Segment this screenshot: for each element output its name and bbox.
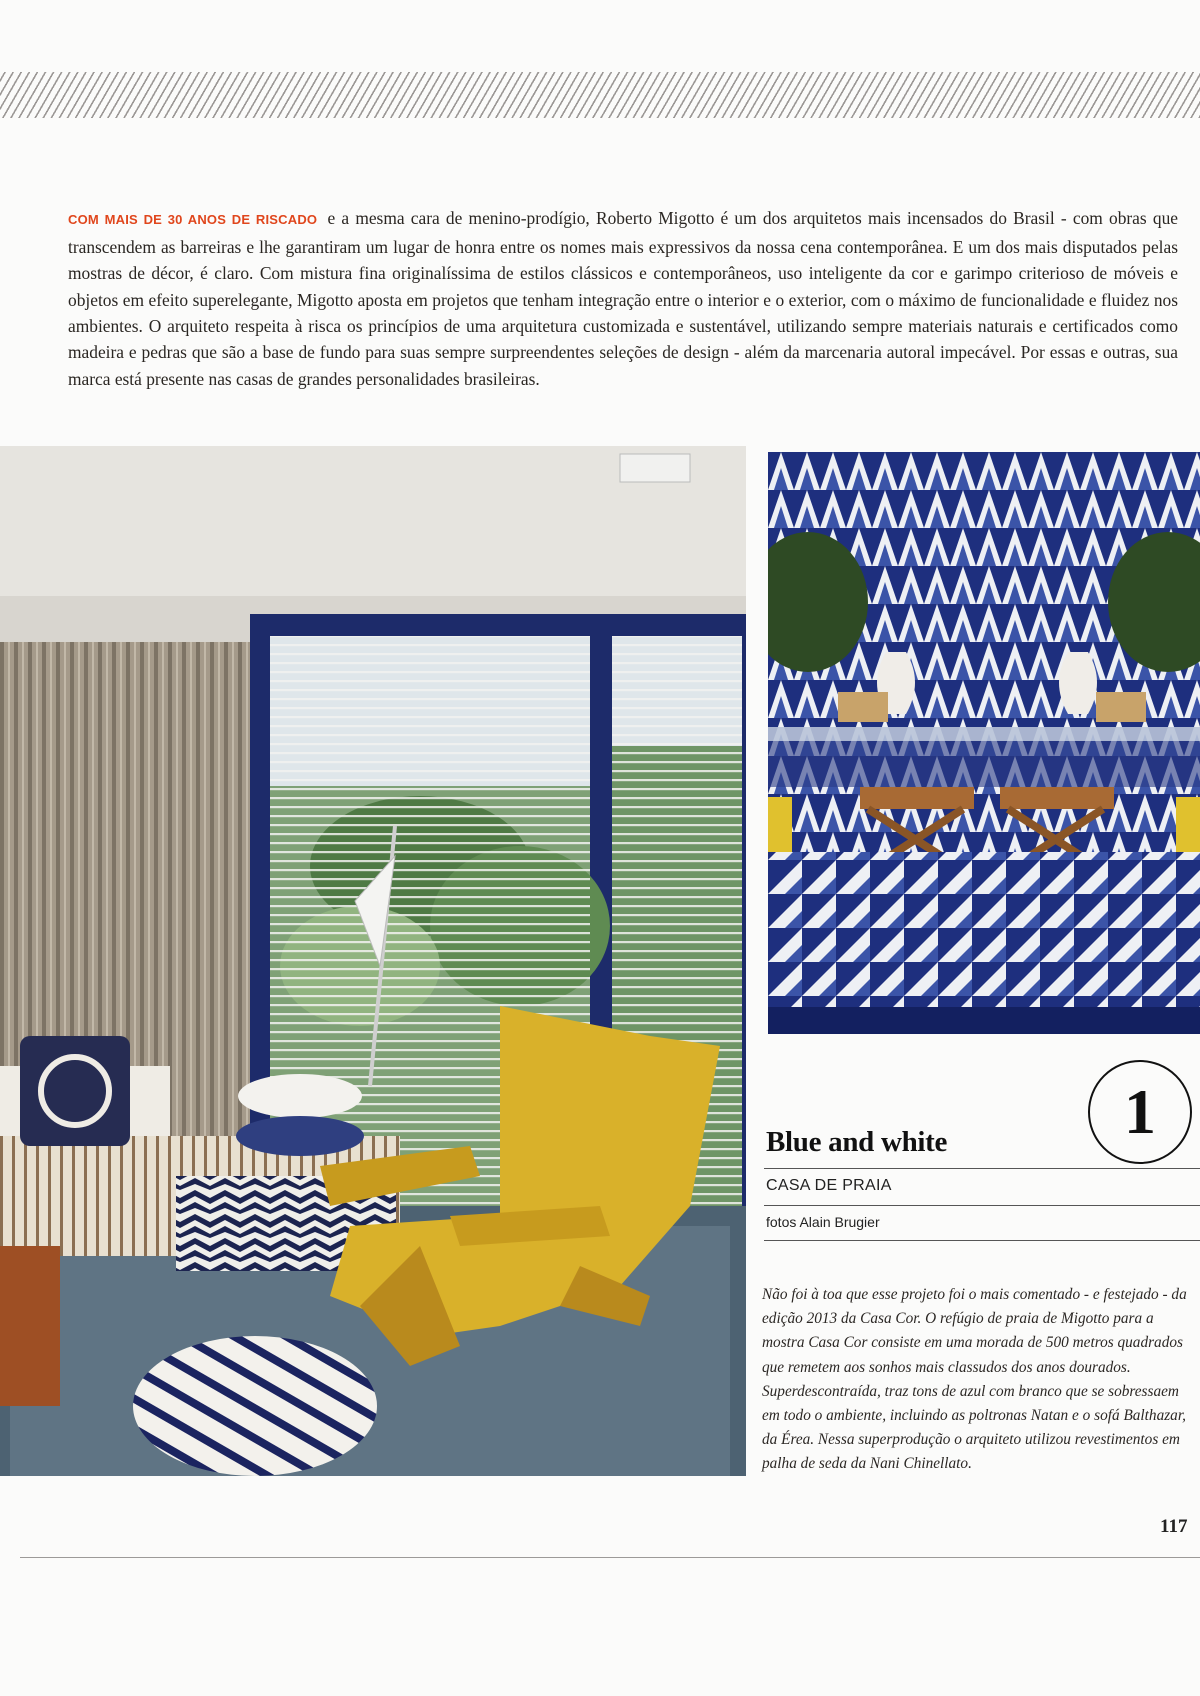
feature-subtitle: CASA DE PRAIA	[766, 1177, 892, 1194]
intro-lead-in: COM MAIS DE 30 ANOS DE RISCADO	[68, 212, 318, 228]
feature-caption: Não foi à toa que esse projeto foi o mais comentado - e festejado - da edição 2013 da Casa Cor. O refúgio de praia de Migotto para a mostra Casa Cor consiste em uma morada de 500 metros quadrados que remetem aos sonhos mais classudos dos anos dourados. Superdescontraída, traz tons de azul com branco que se sobressaem em todo o ambiente, incluindo as poltronas Natan e o sofá Balthazar, da Érea. Nessa superprodução o arquiteto utilizou revestimentos em palha de seda da Nani Chinellato.	[762, 1286, 1187, 1472]
footer-rule	[20, 1557, 1200, 1558]
subtitle-divider	[764, 1205, 1200, 1206]
credit-divider	[764, 1240, 1200, 1241]
hatched-header-band	[0, 72, 1200, 118]
living-room-photo	[0, 446, 746, 1476]
intro-paragraph	[68, 205, 1178, 392]
photo-credit: fotos Alain Brugier	[766, 1214, 880, 1230]
intro-body: e a mesma cara de menino-prodígio, Roberto Migotto é um dos arquitetos mais incensados do Brasil - com obras que transcendem as barreiras e lhe garantiram um lugar de honra entre os nomes mais expressivos da nossa cena contemporânea. E um dos mais disputados pelas mostras de décor, é claro. Com mistura fina originalíssima de estilos clássicos e contemporâneos, uso inteligente da cor e garimpo criterioso de móveis e objetos em efeito superelegante, Migotto aposta em projetos que tenham integração entre o interior e o exterior, com o máximo de funcionalidade e fluidez nos ambientes. O arquiteto respeita à risca os princípios de uma arquitetura customizada e sustentável, utilizando sempre materiais naturais e certificados como madeira e pedras que são a base de fundo para suas sempre surpreendentes seleções de design - além da marcenaria autoral impecável. Por essas e outras, sua marca está presente nas casas de grandes personalidades brasileiras.	[68, 208, 1178, 389]
living-room-illustration	[0, 446, 746, 1476]
page-number: 117	[1160, 1516, 1188, 1537]
feature-title: Blue and white	[766, 1126, 948, 1158]
title-divider	[764, 1168, 1200, 1169]
tile-room-photo	[768, 452, 1200, 1034]
feature-number-badge: 1	[1088, 1060, 1192, 1164]
tile-room-illustration	[768, 452, 1200, 1034]
